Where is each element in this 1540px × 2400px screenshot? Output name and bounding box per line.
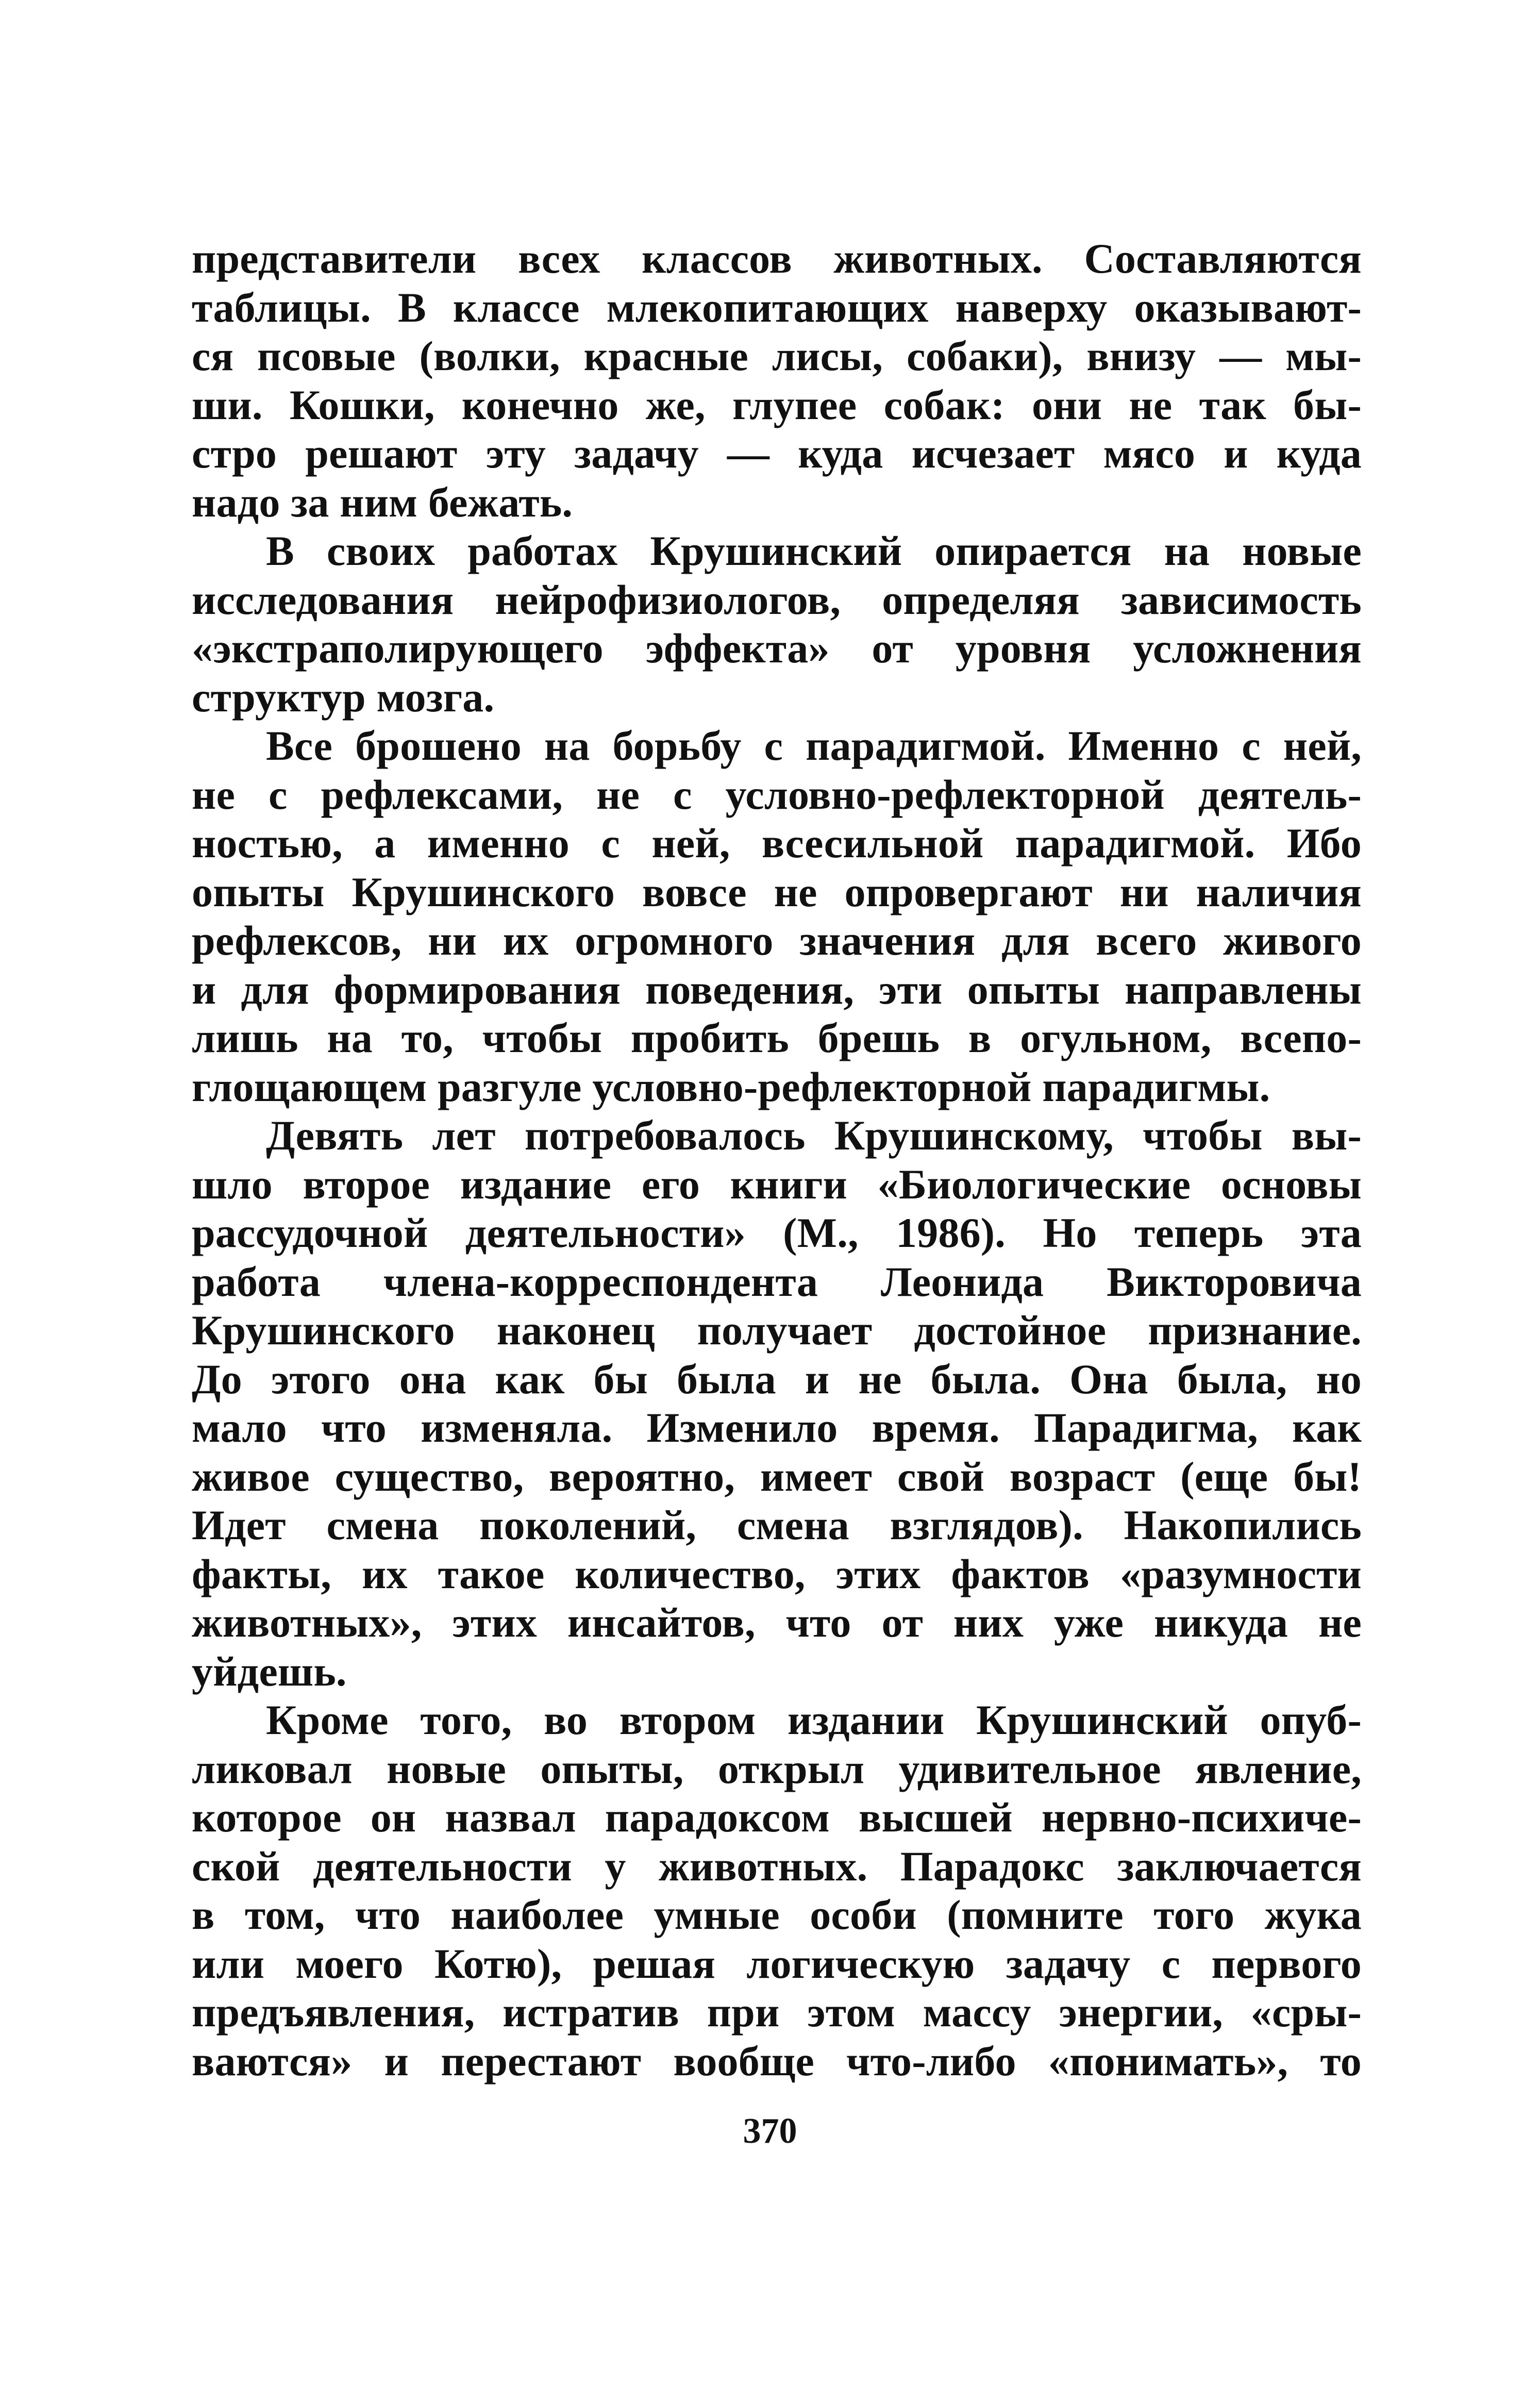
text-line: надо за ним бежать. [192,478,573,526]
text-line: Девять лет потребовалось Крушинскому, чтобы вы- [266,1112,1362,1159]
text-line: Кроме того, во втором издании Крушинский опуб- [266,1696,1362,1743]
text-line: и для формирования поведения, эти опыты направлены [192,965,1362,1013]
text-line: ностью, а именно с ней, всесильной парадигмой. Ибо [192,820,1362,866]
text-line: лишь на то, чтобы пробить брешь в огульном, всепо- [192,1014,1362,1061]
text-line: уйдешь. [192,1647,347,1695]
text-line: Идет смена поколений, смена взглядов). Накопились [192,1502,1362,1548]
text-line: мало что изменяла. Изменило время. Парадигма, как [192,1404,1362,1451]
text-line: опыты Крушинского вовсе не опровергают ни наличия [192,868,1362,915]
text-line: глощающем разгуле условно-рефлекторной парадигмы. [192,1063,1270,1110]
text-line: работа члена-корреспондента Леонида Викторовича [192,1258,1362,1305]
text-line: или моего Котю), решая логическую задачу с первого [192,1940,1362,1987]
text-line: До этого она как бы была и не была. Она была, но [192,1355,1362,1403]
text-line: В своих работах Крушинский опирается на новые [266,527,1362,574]
text-line: ликовал новые опыты, открыл удивительное явление, [192,1745,1362,1792]
text-line: рефлексов, ни их огромного значения для всего живого [192,917,1362,964]
text-line: исследования нейрофизиологов, определяя зависимость [192,576,1362,623]
text-line: Все брошено на борьбу с парадигмой. Именно с ней, [266,722,1362,769]
text-line: ской деятельности у животных. Парадокс заключается [192,1842,1362,1890]
text-line: предъявления, истратив при этом массу энергии, «сры- [192,1989,1362,2036]
text-line: рассудочной деятельности» (М., 1986). Но теперь эта [192,1209,1362,1256]
text-line: животных», этих инсайтов, что от них уже никуда не [192,1599,1362,1646]
text-line: которое он назвал парадоксом высшей нервно-психиче- [192,1794,1362,1841]
text-line: ши. Кошки, конечно же, глупее собак: они не так бы- [192,381,1362,428]
text-line: стро решают эту задачу — куда исчезает мясо и куда [192,430,1362,477]
text-line: представители всех классов животных. Составляются [192,235,1362,282]
text-line: ваются» и перестают вообще что-либо «понимать», то [192,2037,1362,2085]
page-number: 370 [743,2111,797,2151]
text-line: структур мозга. [192,673,495,721]
text-line: живое существо, вероятно, имеет свой возраст (еще бы! [192,1453,1362,1500]
text-line: таблицы. В классе млекопитающих наверху оказывают- [192,284,1362,331]
text-line: в том, что наиболее умные особи (помните того жука [192,1891,1362,1938]
text-line: факты, их такое количество, этих фактов «разумности [192,1550,1362,1597]
text-line: ся псовые (волки, красные лисы, собаки), внизу — мы- [192,332,1362,379]
text-line: не с рефлексами, не с условно-рефлекторной деятель- [192,771,1362,818]
text-line: шло второе издание его книги «Биологические основы [192,1160,1362,1208]
body-text [192,235,1362,2086]
text-line: Крушинского наконец получает достойное признание. [192,1307,1362,1354]
text-line: «экстраполирующего эффекта» от уровня усложнения [192,625,1362,672]
